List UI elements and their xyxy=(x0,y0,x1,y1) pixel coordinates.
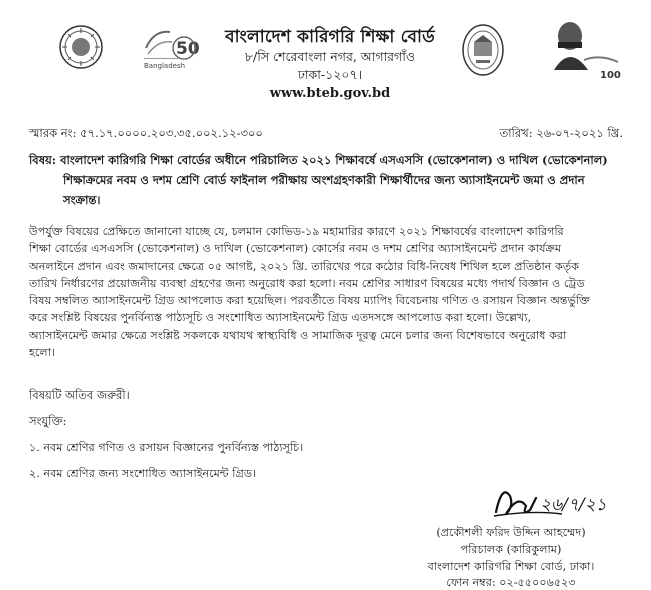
memo-reference-number: স্মারক নং: ৫৭.১৭.০০০০.২০৩.৩৫.০০২.১২-৩০০ xyxy=(29,126,263,140)
mujib-bangladesh-50-logo xyxy=(140,18,202,76)
subject-line-3: সংক্রান্ত। xyxy=(63,193,101,207)
enclosure-item: ১. নবম শ্রেণির গণিত ও রসায়ন বিজ্ঞানের পুনর্বিন্যস্ত পাঠ্যসূচি। xyxy=(29,441,304,454)
memo-body xyxy=(29,223,627,361)
urgent-note: বিষয়টি অতিব জরুরী। xyxy=(29,388,130,402)
mujib-logo-text: Bangladesh xyxy=(144,62,186,70)
body-line: অ্যাসাইনমেন্ট জমার ক্ষেত্রে সংশ্লিষ্ট সকলকে যথাযথ স্বাস্থ্যবিধি ও সামাজিক দূরত্ব মেনে চলার জন্য বিশেষভাবে অনুরোধ করা xyxy=(29,328,567,342)
address-line-2: ঢাকা-১২০৭। xyxy=(297,67,363,82)
signatory-designation: পরিচালক (কারিকুলাম) xyxy=(460,543,562,556)
portrait-badge-number: 100 xyxy=(600,70,621,81)
body-line: উপর্যুক্ত বিষয়ের প্রেক্ষিতে জানানো যাচ্ছে যে, চলমান কোভিড-১৯ মহামারির কারণে ২০২১ শিক্ষাবর্ষের বাংলাদেশ কারিগরি xyxy=(29,225,564,238)
organization-title: বাংলাদেশ কারিগরি শিক্ষা বোর্ড xyxy=(225,27,435,47)
board-seal-icon xyxy=(460,22,506,78)
portrait-centenary-logo xyxy=(548,14,628,86)
government-emblem-icon xyxy=(58,24,104,70)
body-line: তারিখ নির্ধারণের প্রয়োজনীয় ব্যবস্থা গ্রহণের জন্য অনুরোধ করা হলো। নবম শ্রেণির সাধারণ বিষয়ের মধ্যে পদার্থ বিজ্ঞান ও ট্রেড xyxy=(29,276,585,290)
memo-subject xyxy=(29,150,629,210)
website-link[interactable]: www.bteb.gov.bd xyxy=(269,86,391,101)
body-line: করে সংশ্লিষ্ট বিষয়ের পুনর্বিন্যস্ত পাঠ্যসূচি ও সংশোধিত অ্যাসাইনমেন্ট গ্রিড এতদসঙ্গে আপলোড করা হলো। উল্লেখ্য, xyxy=(29,311,532,325)
body-line: হলো। xyxy=(29,346,55,360)
signature-date: ২৬/৭/২১ xyxy=(540,495,607,515)
subject-line-1: বাংলাদেশ কারিগরি শিক্ষা বোর্ডের অধীনে পরিচালিত ২০২১ শিক্ষাবর্ষে এসএসসি (ভোকেশনাল) ও দাখিল (ভোকেশনাল) xyxy=(60,153,608,167)
signatory-name: (প্রকৌশলী ফরিদ উদ্দিন আহম্মেদ) xyxy=(436,526,586,539)
signatory-organization: বাংলাদেশ কারিগরি শিক্ষা বোর্ড, ঢাকা। xyxy=(427,560,595,573)
subject-label: বিষয়: xyxy=(29,153,57,167)
body-line: শিক্ষা বোর্ডের এসএসসি (ভোকেশনাল) ও দাখিল (ভোকেশনাল) কোর্সের নবম ও দশম শ্রেণির অ্যাসাইনমেন্ট প্রদান কার্যক্রম xyxy=(29,242,562,256)
enclosure-item: ২. নবম শ্রেণির জন্য সংশোধিত অ্যাসাইনমেন্ট গ্রিড। xyxy=(29,467,257,480)
subject-line-2: শিক্ষাক্রমের নবম ও দশম শ্রেণি বোর্ড ফাইনাল পরীক্ষায় অংশগ্রহণকারী শিক্ষার্থীদের জন্য অ্যাসাইনমেন্ট জমা ও প্রদান xyxy=(63,173,585,187)
memo-date: তারিখ: ২৬-০৭-২০২১ খ্রি. xyxy=(499,126,623,140)
handwritten-signature xyxy=(492,476,622,526)
body-line: বিষয় সম্বলিত অ্যাসাইনমেন্ট গ্রিড আপলোড করা হয়েছিল। পরবর্তীতে বিষয় ম্যাপিং বিবেচনায় গণিত ও রসায়ন বিজ্ঞান অন্তর্ভুক্তি xyxy=(29,294,591,308)
body-line: অনলাইনে প্রদান এবং জমাদানের ক্ষেত্রে ০৫ আগষ্ট, ২০২১ খ্রি. তারিখের পরে কঠোর বিধি-নিষেধ শিথিল হলে প্রতিষ্ঠান কর্তৃক xyxy=(29,259,580,273)
mujib-logo-number: 50 xyxy=(176,39,200,59)
address-line-1: ৮/সি শেরেবাংলা নগর, আগারগাঁও xyxy=(244,49,416,64)
signatory-phone: ফোন নম্বর: ০২-৫৫০০৬৫২৩ xyxy=(446,576,576,589)
enclosure-label: সংযুক্তি: xyxy=(29,414,67,428)
